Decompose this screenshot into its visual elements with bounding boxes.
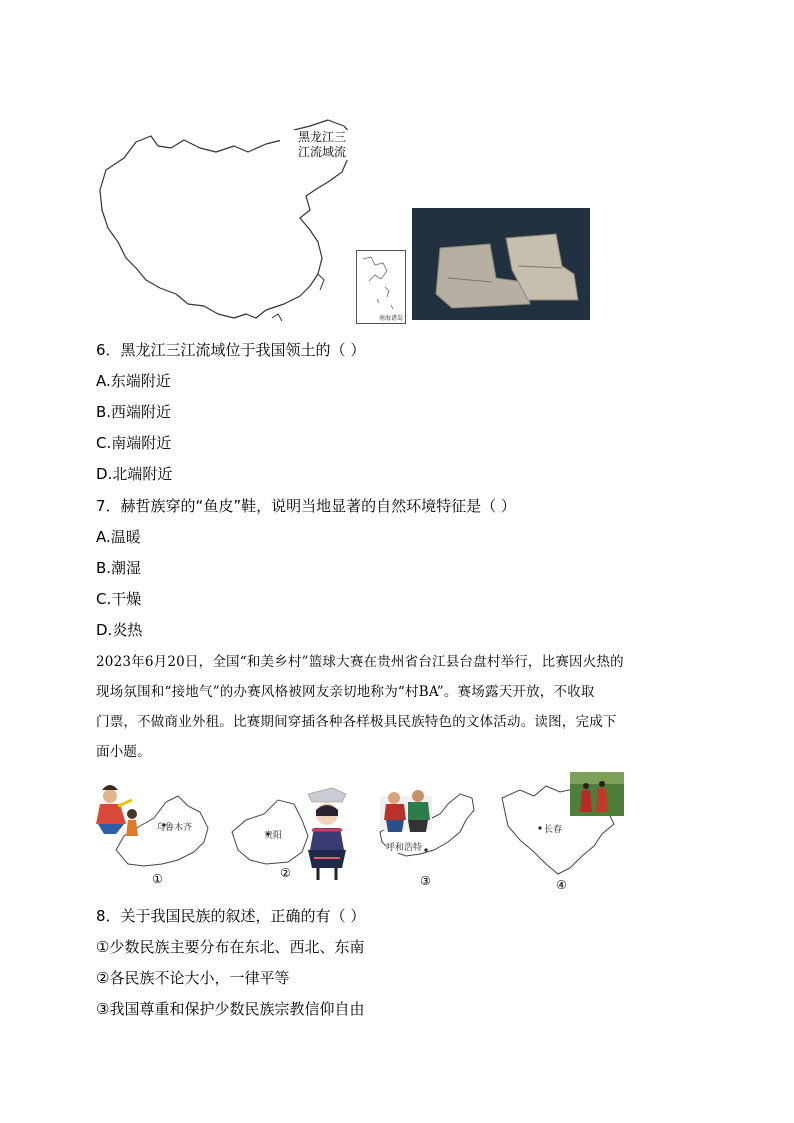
province-figure-4 <box>498 772 628 896</box>
question-8-stem: 8．关于我国民族的叙述，正确的有（ ） <box>96 907 366 925</box>
city-label-3: 呼和浩特 <box>386 840 422 853</box>
city-label-4: 长春 <box>544 825 563 835</box>
passage-line-1: 2023年6月20日，全国“和美乡村”篮球大赛在贵州省台江县台盘村举行，比赛因火热的 <box>96 654 624 670</box>
question-8-item-3: ③我国尊重和保护少数民族宗教信仰自由 <box>96 1000 365 1018</box>
passage-line-4: 面小题。 <box>96 744 151 760</box>
question-6-option-a: A.东端附近 <box>96 372 171 390</box>
question-6-option-d: D.北端附近 <box>96 465 173 483</box>
question-7-option-d: D.炎热 <box>96 621 143 639</box>
figure-number-2: ② <box>280 866 291 880</box>
question-7-option-a: A.温暖 <box>96 528 141 546</box>
inset-caption: 南海诸岛 <box>379 315 404 322</box>
inner-mongolia-outline <box>376 780 486 892</box>
map-region-label <box>280 130 364 160</box>
question-7-option-b: B.潮湿 <box>96 559 142 577</box>
passage <box>96 647 696 767</box>
question-8-item-1: ①少数民族主要分布在东北、西北、东南 <box>96 938 365 956</box>
china-map-figure <box>96 118 366 323</box>
province-figure-1 <box>96 780 216 890</box>
shoes-illustration <box>412 208 590 320</box>
province-figure-3 <box>376 780 486 892</box>
map-label-line2: 江流域流 <box>297 145 346 159</box>
south-china-sea-inset <box>356 250 406 324</box>
question-6-option-b: B.西端附近 <box>96 403 172 421</box>
map-label-line1: 黑龙江三 <box>297 130 346 144</box>
guizhou-outline <box>222 780 362 890</box>
figure-number-4: ④ <box>556 878 567 892</box>
question-8-item-2: ②各民族不论大小，一律平等 <box>96 969 290 987</box>
passage-line-3: 门票，不做商业外租。比赛期间穿插各种各样极具民族特色的文体活动。读图，完成下 <box>96 714 617 730</box>
question-7-option-c: C.干燥 <box>96 590 142 608</box>
city-label-1: 乌鲁木齐 <box>156 823 193 833</box>
passage-line-2: 现场氛围和“接地气”的办赛风格被网友亲切地称为“村BA”。赛场露天开放，不收取 <box>96 684 595 700</box>
figure-number-3: ③ <box>420 874 431 888</box>
question-6-stem: 6．黑龙江三江流域位于我国领土的（ ） <box>96 341 366 359</box>
fish-skin-shoes-photo <box>412 208 590 320</box>
city-label-2: 贵阳 <box>264 831 283 841</box>
province-figure-2 <box>222 780 362 890</box>
question-6-option-c: C.南端附近 <box>96 434 172 452</box>
question-7-stem: 7．赫哲族穿的“鱼皮”鞋，说明当地显著的自然环境特征是（ ） <box>96 497 516 515</box>
figure-number-1: ① <box>152 872 163 886</box>
